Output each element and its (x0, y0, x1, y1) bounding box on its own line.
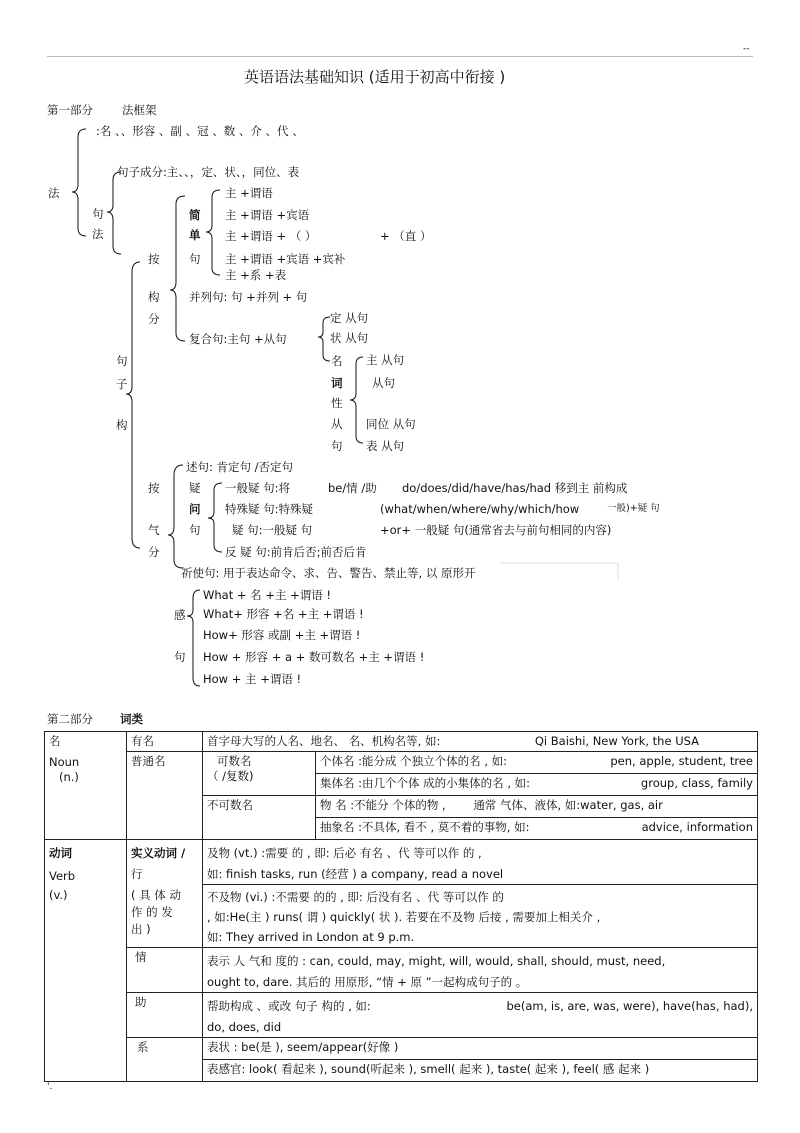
simple-3: 主 +谓语 + （ ） (225, 229, 317, 243)
noun-material: 物 名 :不能分 个体的物 , 通常 气体、液体, 如:water, gas, air (316, 796, 758, 818)
mingci-3: 性 (331, 396, 343, 410)
noun-individual: 个体名 :能分成 个独立个体的名 , 如: pen, apple, student, tree (316, 752, 758, 774)
noun-proper-example: Qi Baishi, New York, the USA (534, 734, 699, 748)
part1-name: 法框架 (122, 103, 157, 117)
mingci-4: 从 (331, 417, 343, 431)
noun-proper: 有名 (127, 732, 203, 752)
noun-countable: 可数名 （ /复数) (203, 752, 316, 796)
excl-1: What + 名 +主 +谓语 ! (203, 588, 332, 602)
verb-link-desc: 表状 : be(是 ), seem/appear(好像 ) (203, 1038, 758, 1060)
compound-line: 并列句: 句 +并列 + 句 (189, 290, 308, 304)
jzg-2: 子 (116, 377, 128, 391)
noun-common: 普通名 (127, 752, 203, 840)
verb-category: 动词 Verb (v.) (45, 840, 127, 1082)
brace-yuqi (168, 465, 183, 568)
q-general-post: do/does/did/have/has/had 移到主 前构成 (402, 481, 628, 495)
verb-aux-desc: 帮助构成 、或改 句子 构的 , 如: be(am, is, are, was, were), have(has, had), do, does, did (203, 993, 758, 1038)
part1-label: 第一部分 (47, 103, 93, 117)
jian-2: 单 (189, 228, 201, 242)
page-title: 英语语法基础知识 (适用于初高中衔接 ) (244, 68, 506, 86)
verb-link-desc2: 表感官: look( 看起来 ), sound(听起来 ), smell( 起来 ), taste( 起来 ), feel( 感 起来 ) (203, 1060, 758, 1082)
fen2-label: 分 (148, 545, 160, 559)
verb-link: 系 (127, 1038, 203, 1082)
yiwen-3: 句 (189, 523, 201, 537)
an-label: 按 (148, 252, 160, 266)
root-fa: 法 (48, 186, 60, 200)
gan-label: 感 (174, 608, 186, 622)
table-row (45, 732, 758, 752)
jian-1: 简 (189, 208, 201, 222)
brace-jufa (107, 172, 121, 254)
part2-label: 第二部分 (47, 712, 93, 726)
brace-jiegou (126, 262, 140, 548)
mingci-2: 词 (331, 376, 343, 390)
shuju-line: 述句: 肯定句 /否定句 (186, 460, 294, 474)
excl-4: How + 形容 + a + 数可数名 +主 +谓语 ! (203, 650, 425, 664)
q-special-mid: (what/when/where/why/which/how (380, 502, 580, 516)
table-row (45, 840, 758, 885)
simple-3b: + （直 ） (380, 229, 432, 243)
ci-line: :名 、、形容 、副 、冠 、数 、介 、代 、 (96, 124, 304, 138)
clause-zhuang: 状 从句 (330, 331, 369, 345)
simple-2: 主 +谓语 +宾语 (225, 208, 310, 222)
mingci-5: 句 (331, 439, 343, 453)
table-row (45, 948, 758, 993)
gou-label: 构 (148, 290, 160, 304)
q-general-pre: 一般疑 句:将 (225, 481, 291, 495)
fen-label: 分 (148, 312, 160, 326)
qishi-line: 祈使句: 用于表达命令、求、告、警告、禁止等, 以 原形开 (181, 566, 476, 580)
q-general-mid: be/情 /助 (328, 481, 377, 495)
excl-5: How + 主 +谓语 ! (203, 672, 302, 686)
ju2-label: 句 (174, 650, 186, 664)
noun-clause-4: 表 从句 (366, 439, 405, 453)
noun-abstract-example: advice, information (641, 820, 753, 834)
clause-ding: 定 从句 (330, 311, 369, 325)
noun-clause-3: 同位 从句 (366, 417, 416, 431)
brace-mingci (350, 357, 363, 443)
table-row (45, 752, 758, 774)
verb-notional: 实义动词 / 行 ( 具 体 动 作 的 发 出 ) (127, 840, 203, 948)
q-special-pre: 特殊疑 句:特殊疑 (225, 502, 314, 516)
header-mark: -- (743, 44, 750, 54)
mingci-1: 名 (331, 354, 343, 368)
jzg-1: 句 (116, 354, 128, 368)
juzi-line: 句子成分:主、、，定、状、，同位、表 (117, 165, 300, 179)
simple-4: 主 +谓语 +宾语 +宾补 (225, 252, 346, 266)
verb-intransitive: 不及物 (vi.) :不需要 的的 , 即: 后没有名 、代 等可以作 的 , 如:He(主 ) runs( 谓 ) quickly( 状 ). 若要在不及物 后接 , 需要加上相关介 , 如: They arrived in London at 9 p.m. (203, 885, 758, 948)
verb-aux: 助 (127, 993, 203, 1038)
brace-root (72, 129, 86, 236)
brace-gantan (187, 590, 200, 686)
noun-material-example: water, gas, air (580, 798, 663, 812)
fa-label: 法 (92, 227, 104, 241)
brace-yiwen (208, 483, 222, 552)
q-special-post: 一般)+疑 句 (607, 503, 660, 514)
noun-proper-desc: 首字母大写的人名、地名、 名、机构名等, 如: Qi Baishi, New York, the USA (203, 732, 758, 752)
jian-3: 句 (189, 252, 201, 266)
simple-1: 主 +谓语 (225, 186, 273, 200)
brace-simple (206, 190, 220, 275)
q-tag: 反 疑 句:前肯后否;前否后肯 (225, 545, 367, 559)
part2-name: 词类 (120, 712, 143, 726)
q-choice-post: +or+ 一般疑 句(通常省去与前句相同的内容) (380, 523, 612, 537)
noun-uncountable: 不可数名 (203, 796, 316, 840)
yiwen-2: 问 (189, 502, 201, 516)
brace-complex (318, 317, 330, 361)
verb-modal-desc: 表示 人 气和 度的 : can, could, may, might, will, would, shall, should, must, need, ought to, dare. 其后的 用原形, “情 + 原 ”一起构成句子的 。 (203, 948, 758, 993)
verb-transitive: 及物 (vt.) :需要 的 , 即: 后必 有名 、代 等可以作 的 , 如: finish tasks, run (经营 ) a company, read a novel (203, 840, 758, 885)
complex-line: 复合句:主句 +从句 (189, 332, 287, 346)
word-class-table (44, 731, 758, 1082)
excl-3: How+ 形容 或副 +主 +谓语 ! (203, 628, 361, 642)
yiwen-1: 疑 (189, 481, 201, 495)
excl-2: What+ 形容 +名 +主 +谓语 ! (203, 607, 364, 621)
noun-individual-example: pen, apple, student, tree (610, 754, 753, 768)
verb-aux-example: be(am, is, are, was, were), have(has, had), (506, 999, 753, 1013)
qi-label: 气 (148, 523, 160, 537)
simple-5: 主 +系 +表 (225, 268, 287, 282)
verb-modal: 情 (127, 948, 203, 993)
noun-clause-2: 从句 (372, 376, 395, 390)
noun-collective-example: group, class, family (640, 776, 753, 790)
noun-category: 名 Noun (n.) (45, 732, 127, 840)
ju-label: 句 (92, 207, 104, 221)
footer-mark: '. (47, 1082, 53, 1092)
table-row (45, 993, 758, 1038)
brace-goufen (170, 196, 185, 341)
q-choice-pre: 疑 句:一般疑 句 (232, 523, 313, 537)
noun-collective: 集体名 :由几个个体 成的小集体的名 , 如: group, class, family (316, 774, 758, 796)
table-row (45, 1038, 758, 1060)
noun-abstract: 抽象名 :不具体, 看不 , 莫不着的事物, 如: advice, information (316, 818, 758, 840)
noun-clause-1: 主 从句 (366, 353, 405, 367)
an2-label: 按 (148, 481, 160, 495)
jzg-3: 构 (116, 418, 128, 432)
qishi-rule (500, 563, 618, 580)
